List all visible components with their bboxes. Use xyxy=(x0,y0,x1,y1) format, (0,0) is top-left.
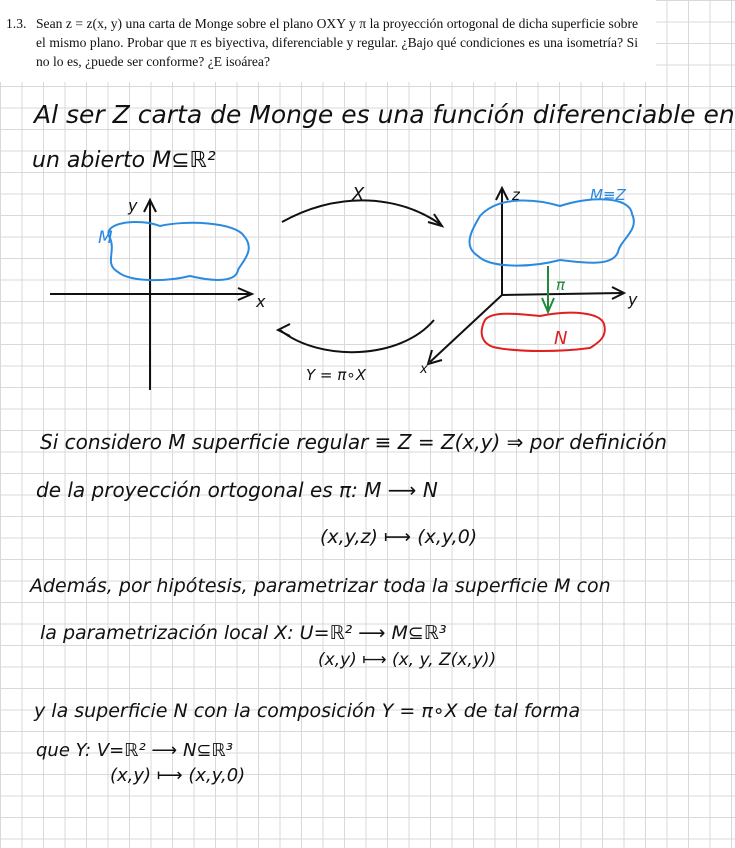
note-line-7: la parametrización local X: U=ℝ² ⟶ M⊆ℝ³ xyxy=(40,622,447,644)
right-x-axis xyxy=(430,295,502,362)
label-Y-bottom: Y = π∘X xyxy=(306,366,366,384)
label-pi: π xyxy=(556,276,566,294)
problem-statement xyxy=(0,0,656,82)
note-line-5: (x,y,z) ⟼ (x,y,0) xyxy=(320,526,478,548)
label-N: N xyxy=(554,328,568,349)
note-line-9: y la superficie N con la composición Y = π∘X de tal forma xyxy=(34,700,581,722)
note-line-11: (x,y) ⟼ (x,y,0) xyxy=(110,765,246,786)
label-z-right: z xyxy=(512,186,520,204)
label-x-right: x xyxy=(420,362,428,377)
note-line-2: un abierto M⊆ℝ² xyxy=(32,148,216,173)
note-line-1: Al ser Z carta de Monge es una función diferenciable en xyxy=(34,100,735,129)
problem-number: 1.3. xyxy=(6,16,27,31)
label-M-left: M xyxy=(98,228,113,248)
surface-M-left xyxy=(108,222,248,280)
note-line-10: que Y: V=ℝ² ⟶ N⊆ℝ³ xyxy=(36,740,233,761)
note-line-4: de la proyección ortogonal es π: M ⟶ N xyxy=(36,478,438,502)
note-line-6: Además, por hipótesis, parametrizar toda la superficie M con xyxy=(30,575,611,597)
note-line-8: (x,y) ⟼ (x, y, Z(x,y)) xyxy=(318,650,497,670)
problem-text: Sean z = z(x, y) una carta de Monge sobre el plano OXY y π la proyección ortogonal de dicha superficie sobre el mismo plano. Probar que π es biyectiva, diferenciable y regular. ¿Bajo qué condiciones es una isometría? Si no lo es, ¿puede ser conforme? ¿E isoárea? xyxy=(36,16,638,69)
label-X-top: X xyxy=(352,184,365,205)
surface-M-right xyxy=(469,199,633,265)
label-y-left: y xyxy=(128,196,138,215)
surface-N xyxy=(482,313,605,351)
label-x-left: x xyxy=(256,292,266,311)
note-line-3: Si considero M superficie regular ≡ Z = Z(x,y) ⇒ por definición xyxy=(40,430,667,454)
map-Y-arrow xyxy=(280,320,434,352)
label-y-right: y xyxy=(628,290,638,309)
label-M-right: M≡Z xyxy=(590,186,626,204)
